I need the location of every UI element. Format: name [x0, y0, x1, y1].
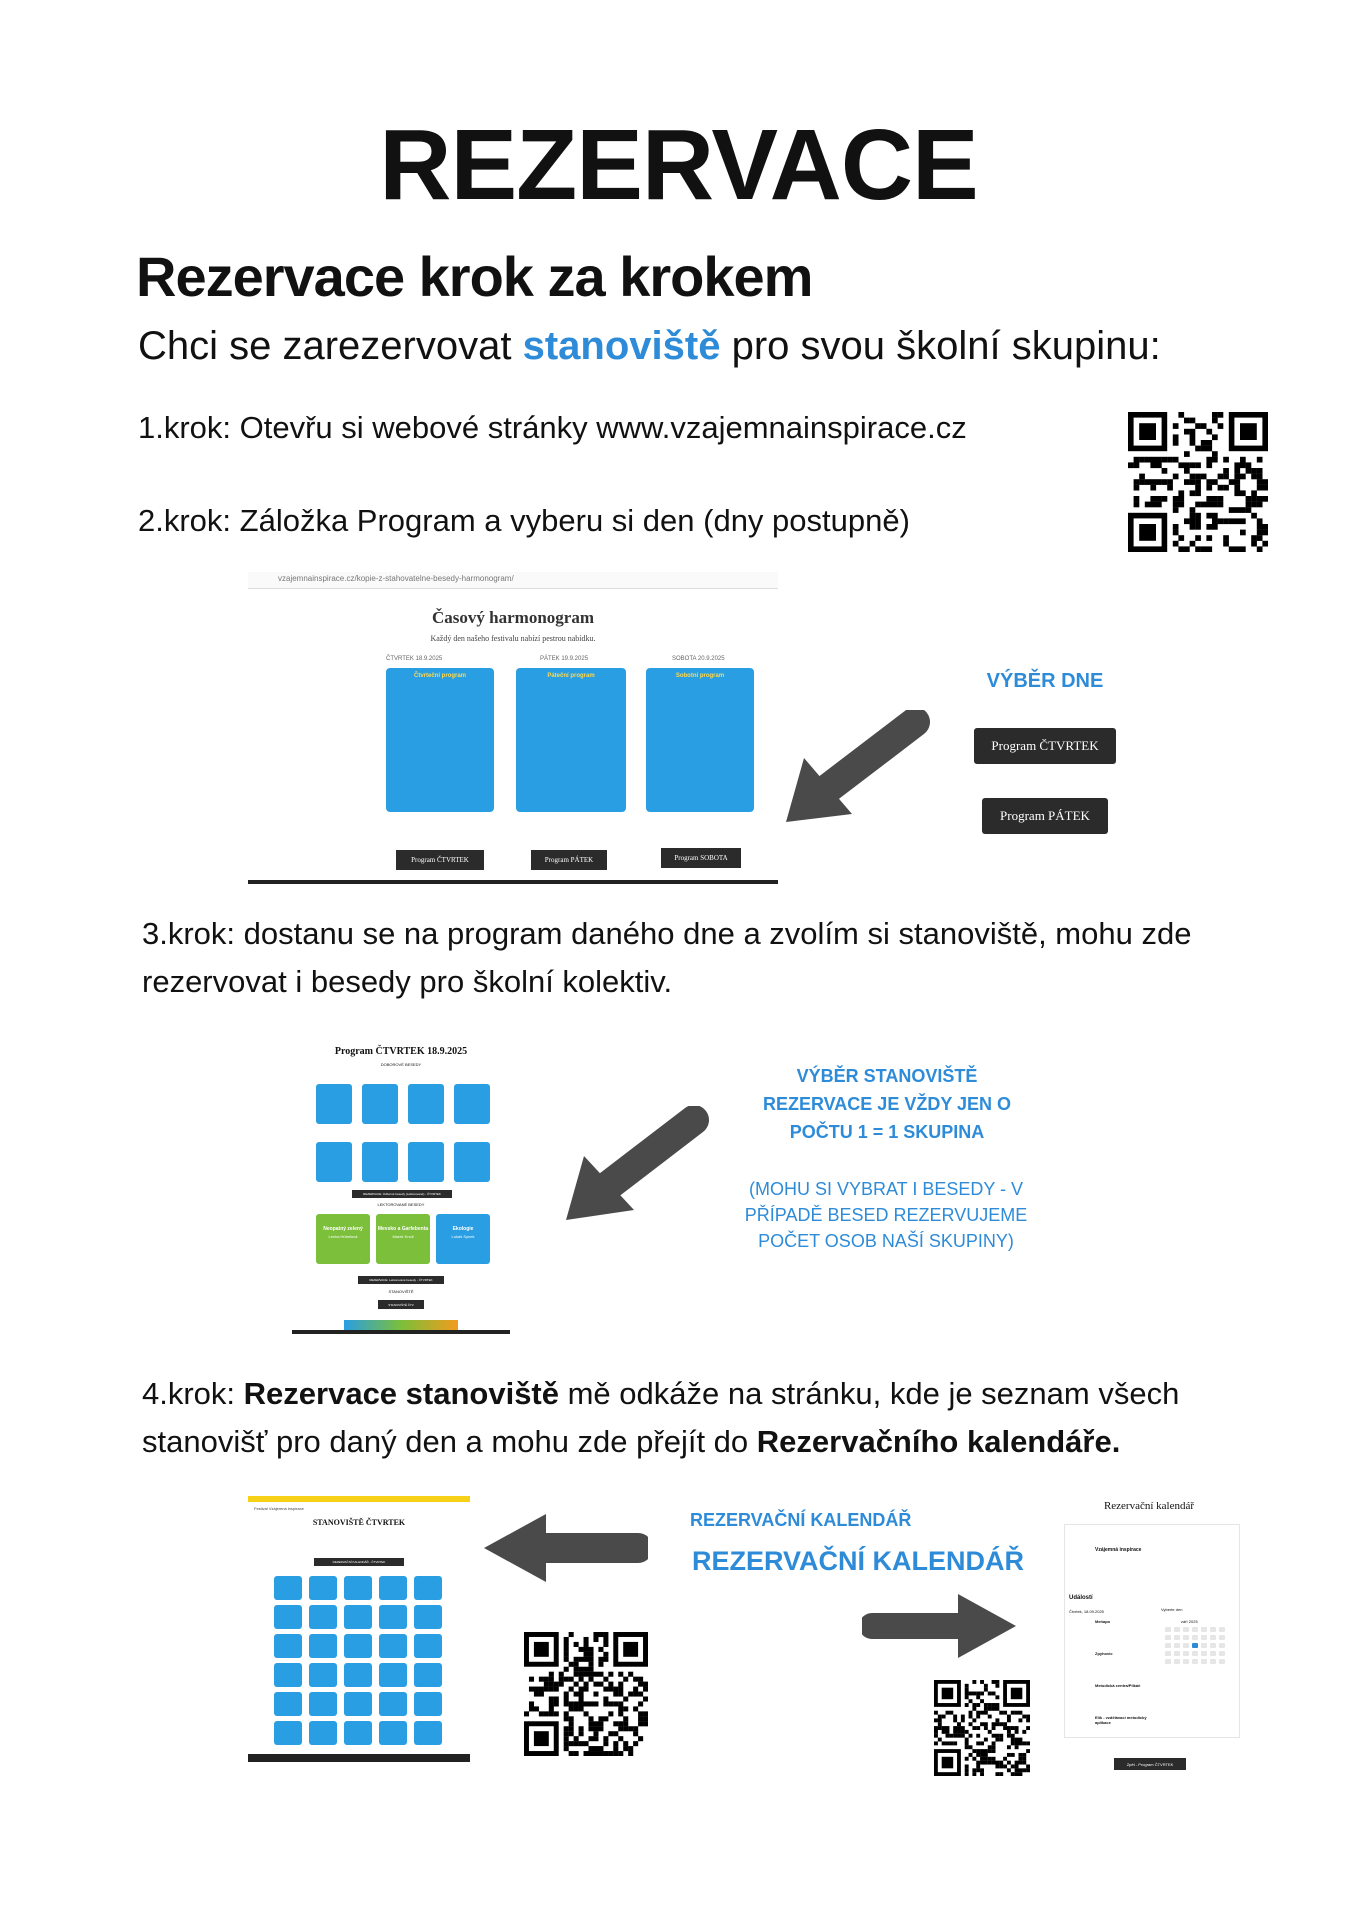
- calendar-day-cell[interactable]: [1183, 1635, 1189, 1640]
- calendar-day-cell[interactable]: [1183, 1651, 1189, 1656]
- station-thumbnail[interactable]: [274, 1634, 302, 1658]
- calendar-day-cell[interactable]: [1165, 1643, 1171, 1648]
- lecture-card-3[interactable]: [436, 1214, 490, 1264]
- reservation-bar-1[interactable]: REZERVACE: Odborné besedy (Lektorované) - ČTVRTEK: [352, 1190, 452, 1198]
- qr-code-stations: [524, 1632, 648, 1756]
- card-person: Lenka Hübelová: [328, 1234, 358, 1239]
- calendar-label-large: REZERVAČNÍ KALENDÁŘ: [692, 1546, 1025, 1576]
- station-tile[interactable]: [362, 1084, 398, 1124]
- calendar-day-cell[interactable]: [1192, 1651, 1198, 1656]
- step-4-part2: mě odkáže na stránku, kde je seznam všech stanovišť pro daný den a mohu zde přejít do: [142, 1376, 1180, 1459]
- calendar-day-cell[interactable]: [1183, 1659, 1189, 1664]
- qr-code-calendar: [934, 1680, 1030, 1776]
- screenshot-stations: [248, 1496, 470, 1762]
- card-person: Marek Knoll: [392, 1234, 414, 1239]
- calendar-day-cell[interactable]: [1174, 1659, 1180, 1664]
- station-tile[interactable]: [454, 1084, 490, 1124]
- program-saturday-button[interactable]: Program SOBOTA: [661, 848, 741, 868]
- station-thumbnail[interactable]: [344, 1721, 372, 1745]
- calendar-day-cell[interactable]: [1174, 1635, 1180, 1640]
- calendar-day-cell[interactable]: [1210, 1627, 1216, 1632]
- harmonogram-heading: Časový harmonogram: [432, 608, 594, 627]
- footer-strip: [344, 1320, 458, 1330]
- station-tile[interactable]: [316, 1142, 352, 1182]
- back-program-button[interactable]: Zpět - Program ČTVRTEK: [1114, 1758, 1186, 1770]
- station-choice-note: (MOHU SI VYBRAT I BESEDY - V PŘÍPADĚ BESED REZERVUJEME POČET OSOB NAŠÍ SKUPINY): [744, 1179, 1028, 1251]
- step-4-part1: 4.krok:: [142, 1376, 244, 1411]
- station-thumbnail[interactable]: [379, 1576, 407, 1600]
- station-thumbnail[interactable]: [379, 1634, 407, 1658]
- stations-section-label: STANOVIŠTĚ: [388, 1289, 414, 1294]
- calendar-heading: Rezervační kalendář: [1103, 1500, 1195, 1512]
- top-yellow-bar: [248, 1496, 470, 1502]
- arrow-down-left-icon: [550, 1106, 710, 1236]
- calendar-day-cell[interactable]: [1219, 1635, 1225, 1640]
- station-tile[interactable]: [408, 1142, 444, 1182]
- event-title: Metodická centra/Plikáč: [1095, 1683, 1141, 1688]
- lectured-section-label: LEKTOROVANÉ BESEDY: [377, 1202, 425, 1207]
- station-thumbnail[interactable]: [309, 1634, 337, 1658]
- org-name: Vzájemná inspirace: [1095, 1547, 1142, 1553]
- events-section-label: Událostí: [1069, 1595, 1093, 1601]
- choice-thursday-button[interactable]: Program ČTVRTEK: [974, 728, 1116, 764]
- calendar-link-button[interactable]: REZERVAČNÍ KALENDÁŘ - ČTVRTEK: [314, 1558, 404, 1566]
- day-choice-caption: VÝBĚR DNE: [986, 670, 1104, 692]
- calendar-day-cell[interactable]: [1210, 1659, 1216, 1664]
- calendar-grid: [1165, 1627, 1229, 1671]
- screenshot-program-thursday: [292, 1038, 510, 1334]
- calendar-day-cell[interactable]: [1201, 1643, 1207, 1648]
- station-tile[interactable]: [454, 1142, 490, 1182]
- calendar-day-cell[interactable]: [1210, 1643, 1216, 1648]
- station-thumbnail[interactable]: [414, 1634, 442, 1658]
- calendar-label-small: REZERVAČNÍ KALENDÁŘ: [690, 1510, 912, 1530]
- arrow-right-icon: [862, 1586, 1022, 1666]
- harmonogram-tagline: Každý den našeho festivalu nabízí pestrou nabídku.: [430, 634, 596, 643]
- step-3: 3.krok: dostanu se na program daného dne a zvolím si stanoviště, mohu zde rezervovat i besedy pro školní kolektiv.: [142, 916, 1192, 999]
- poster-title: Čtvrteční program: [413, 673, 466, 679]
- calendar-day-cell[interactable]: [1165, 1651, 1171, 1656]
- station-choice-caption: VÝBĚR STANOVIŠTĚ REZERVACE JE VŽDY JEN O POČTU 1 = 1 SKUPINA: [762, 1066, 1012, 1142]
- calendar-day-cell[interactable]: [1165, 1659, 1171, 1664]
- station-thumbnail[interactable]: [344, 1634, 372, 1658]
- card-title: Mevsko a Garfebenta: [377, 1226, 429, 1232]
- page-title: REZERVACE: [379, 109, 978, 221]
- program-sub: DOBOROVÉ BESEDY: [380, 1062, 422, 1067]
- calendar-day-cell[interactable]: [1219, 1651, 1225, 1656]
- intro-line: [138, 324, 1161, 369]
- stations-grid: [274, 1576, 446, 1746]
- calendar-day-cell[interactable]: [1201, 1651, 1207, 1656]
- calendar-day-cell[interactable]: [1192, 1659, 1198, 1664]
- intro-after: pro svou školní skupinu:: [720, 324, 1161, 368]
- day-label-sat: SOBOTA 20.9.2025: [672, 656, 725, 662]
- calendar-day-cell[interactable]: [1183, 1643, 1189, 1648]
- arrow-left-icon: [478, 1508, 648, 1588]
- station-thumbnail[interactable]: [414, 1692, 442, 1716]
- date-picker-label: Vyberte den: [1161, 1607, 1183, 1612]
- station-thumbnail[interactable]: [274, 1663, 302, 1687]
- bottom-rule: [292, 1330, 510, 1334]
- step-4-bold2: Rezervačního kalendáře.: [756, 1424, 1121, 1459]
- calendar-day-cell[interactable]: [1201, 1659, 1207, 1664]
- calendar-day-cell[interactable]: [1210, 1635, 1216, 1640]
- event-item[interactable]: [1095, 1619, 1155, 1639]
- intro-accent: stanoviště: [522, 324, 721, 368]
- poster-thursday: [386, 668, 494, 812]
- station-thumbnail[interactable]: [274, 1605, 302, 1629]
- station-thumbnail[interactable]: [379, 1605, 407, 1629]
- poster-title: Sobotní program: [675, 673, 725, 679]
- calendar-day-cell[interactable]: [1192, 1635, 1198, 1640]
- tiles-row-2: [316, 1142, 491, 1184]
- calendar-frame: [1064, 1524, 1240, 1738]
- station-thumbnail[interactable]: [414, 1605, 442, 1629]
- card-title: Neopatný zelený: [323, 1226, 363, 1232]
- program-thursday-button[interactable]: Program ČTVRTEK: [396, 850, 484, 870]
- poster-friday: [516, 668, 626, 812]
- screenshot-calendar: [1056, 1494, 1242, 1778]
- month-label: září 2025: [1181, 1619, 1198, 1624]
- station-thumbnail[interactable]: [414, 1576, 442, 1600]
- calendar-day-cell[interactable]: [1219, 1659, 1225, 1664]
- day-label-fri: PÁTEK 19.9.2025: [540, 656, 589, 662]
- calendar-day-cell[interactable]: [1165, 1627, 1171, 1632]
- event-item[interactable]: [1095, 1683, 1155, 1703]
- station-thumbnail[interactable]: [309, 1663, 337, 1687]
- station-thumbnail[interactable]: [379, 1692, 407, 1716]
- intro-before: Chci se zarezervovat: [138, 324, 523, 368]
- step-1: 1.krok: Otevřu si webové stránky www.vzajemnainspirace.cz: [138, 410, 967, 445]
- station-thumbnail[interactable]: [274, 1721, 302, 1745]
- card-title: Ekologie: [452, 1226, 474, 1232]
- station-thumbnail[interactable]: [309, 1576, 337, 1600]
- event-title: Zpyhovic: [1095, 1651, 1113, 1656]
- event-title: Meňapo: [1095, 1619, 1111, 1624]
- calendar-day-cell[interactable]: [1219, 1627, 1225, 1632]
- station-tile[interactable]: [408, 1084, 444, 1124]
- poster-title: Páteční program: [547, 673, 595, 679]
- events-date: Čtvrtek, 18.09.2025: [1069, 1609, 1104, 1614]
- lecture-card-1[interactable]: [316, 1214, 370, 1264]
- event-item[interactable]: [1095, 1651, 1155, 1671]
- page-subtitle: Rezervace krok za krokem: [136, 245, 813, 308]
- bottom-rule: [248, 1754, 470, 1762]
- lecture-card-2[interactable]: [376, 1214, 430, 1264]
- station-thumbnail[interactable]: [344, 1605, 372, 1629]
- qr-code-website: [1128, 412, 1268, 552]
- calendar-day-cell[interactable]: [1174, 1627, 1180, 1632]
- step-4-bold1: Rezervace stanoviště: [243, 1376, 559, 1411]
- station-thumbnail[interactable]: [344, 1692, 372, 1716]
- bottom-rule: [248, 880, 778, 884]
- reservation-bar-2[interactable]: REZERVACE: Lektorované besedy - ČTVRTEK: [358, 1276, 444, 1284]
- site-header: Festival Vzájemná inspirace: [254, 1506, 304, 1511]
- calendar-day-cell[interactable]: [1210, 1651, 1216, 1656]
- calendar-day-cell[interactable]: [1174, 1643, 1180, 1648]
- card-person: Lukáš Synek: [451, 1234, 475, 1239]
- station-thumbnail[interactable]: [379, 1663, 407, 1687]
- station-thumbnail[interactable]: [274, 1692, 302, 1716]
- calendar-day-cell[interactable]: [1174, 1651, 1180, 1656]
- browser-bar: [248, 572, 778, 589]
- calendar-day-cell[interactable]: [1201, 1635, 1207, 1640]
- station-thumbnail[interactable]: [344, 1663, 372, 1687]
- calendar-day-cell[interactable]: [1165, 1635, 1171, 1640]
- calendar-day-cell[interactable]: [1192, 1627, 1198, 1632]
- program-heading: Program ČTVRTEK 18.9.2025: [334, 1046, 468, 1057]
- choice-friday-button[interactable]: Program PÁTEK: [982, 798, 1108, 834]
- station-thumbnail[interactable]: [344, 1576, 372, 1600]
- station-thumbnail[interactable]: [309, 1605, 337, 1629]
- station-tile[interactable]: [362, 1142, 398, 1182]
- stations-button[interactable]: STANOVIŠTĚ ČTV: [378, 1300, 424, 1309]
- screenshot-harmonogram: [248, 572, 778, 884]
- station-tile[interactable]: [316, 1084, 352, 1124]
- station-thumbnail[interactable]: [309, 1692, 337, 1716]
- station-thumbnail[interactable]: [274, 1576, 302, 1600]
- tiles-row-1: [316, 1084, 491, 1126]
- station-thumbnail[interactable]: [379, 1721, 407, 1745]
- station-thumbnail[interactable]: [414, 1663, 442, 1687]
- station-thumbnail[interactable]: [414, 1721, 442, 1745]
- calendar-day-cell[interactable]: [1201, 1627, 1207, 1632]
- event-title: Elik - vzdělávací metodický aplikace: [1095, 1715, 1147, 1725]
- arrow-down-left-icon: [770, 710, 930, 840]
- stations-heading: STANOVIŠTĚ ČTVRTEK: [312, 1518, 406, 1527]
- step-4: [142, 1370, 1292, 1466]
- program-friday-button[interactable]: Program PÁTEK: [531, 850, 607, 870]
- day-label-thu: ČTVRTEK 18.9.2025: [386, 656, 443, 662]
- poster-saturday: [646, 668, 754, 812]
- calendar-day-cell[interactable]: [1219, 1643, 1225, 1648]
- calendar-day-cell[interactable]: [1183, 1627, 1189, 1632]
- calendar-day-cell[interactable]: [1192, 1643, 1198, 1648]
- event-item[interactable]: [1095, 1715, 1155, 1735]
- browser-url: vzajemnainspirace.cz/kopie-z-stahovatelne-besedy-harmonogram/: [278, 574, 514, 583]
- step-2: 2.krok: Záložka Program a vyberu si den (dny postupně): [138, 503, 910, 538]
- station-thumbnail[interactable]: [309, 1721, 337, 1745]
